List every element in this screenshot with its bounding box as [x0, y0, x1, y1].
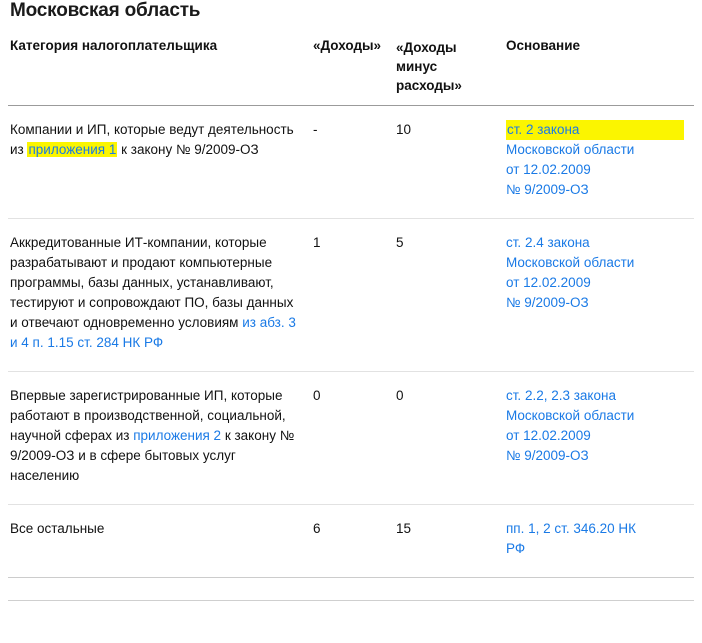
- basis-link-line-1[interactable]: ст. 2 закона: [506, 120, 684, 140]
- column-header-category: Категория налогоплательщика: [8, 28, 313, 106]
- basis-link-line-3[interactable]: от 12.02.2009: [506, 275, 591, 290]
- tax-rates-table: [8, 28, 694, 578]
- basis-link-line-3[interactable]: от 12.02.2009: [506, 428, 591, 443]
- header-line-3: расходы»: [396, 78, 462, 93]
- table-body: [8, 106, 694, 578]
- table-row: [8, 106, 694, 219]
- cell-income-rate: 1: [313, 219, 396, 372]
- cell-income-rate: -: [313, 106, 396, 219]
- basis-link-line-2[interactable]: Московской области: [506, 255, 635, 270]
- table-row: [8, 219, 694, 372]
- basis-link-line-4[interactable]: № 9/2009-ОЗ: [506, 182, 589, 197]
- basis-link-line-1[interactable]: ст. 2.4 закона: [506, 235, 590, 250]
- header-line-1: «Доходы: [396, 40, 457, 55]
- cell-income-minus-expenses-rate: 0: [396, 372, 506, 505]
- category-link[interactable]: приложения 2: [133, 428, 222, 443]
- header-line-2: минус: [396, 59, 438, 74]
- page-title: Московская область: [10, 0, 201, 21]
- table-header-row: [8, 28, 694, 106]
- basis-link-line-4[interactable]: № 9/2009-ОЗ: [506, 295, 589, 310]
- cell-basis: [506, 219, 694, 372]
- cell-category: [8, 219, 313, 372]
- category-link[interactable]: приложения 1: [28, 142, 117, 157]
- basis-link-line-2[interactable]: РФ: [506, 541, 526, 556]
- cell-income-rate: 0: [313, 372, 396, 505]
- column-header-basis: Основание: [506, 28, 694, 106]
- cell-basis: [506, 372, 694, 505]
- category-text-post: к закону № 9/2009-ОЗ и в сфере бытовых услуг населению: [10, 428, 295, 483]
- basis-link-line-1[interactable]: ст. 2.2, 2.3 закона: [506, 388, 616, 403]
- cell-income-minus-expenses-rate: 15: [396, 505, 506, 578]
- cell-income-minus-expenses-rate: 5: [396, 219, 506, 372]
- cell-category: [8, 106, 313, 219]
- cell-income-rate: 6: [313, 505, 396, 578]
- basis-link-line-1[interactable]: пп. 1, 2 ст. 346.20 НК: [506, 521, 636, 536]
- cell-category: [8, 505, 313, 578]
- bottom-divider: [8, 600, 694, 601]
- table-head: [8, 28, 694, 106]
- cell-category: [8, 372, 313, 505]
- column-header-income-minus-expenses: [396, 28, 506, 106]
- category-text-pre: Аккредитованные ИТ-компании, которые разрабатывают и продают компьютерные программы, базы данных, устанавливают, тестируют и сопровождают ПО, базы данных и отвечают одновременно условиям: [10, 235, 294, 330]
- category-text-pre: Компании и ИП, которые ведут деятельность из: [10, 122, 294, 157]
- table-row: [8, 372, 694, 505]
- category-text-pre: Все остальные: [10, 521, 105, 536]
- cell-income-minus-expenses-rate: 10: [396, 106, 506, 219]
- basis-link-line-4[interactable]: № 9/2009-ОЗ: [506, 448, 589, 463]
- table-row: [8, 505, 694, 578]
- column-header-income: «Доходы»: [313, 28, 396, 106]
- category-text-pre: Впервые зарегистрированные ИП, которые работают в производственной, социальной, научной сферах из: [10, 388, 286, 443]
- basis-link-line-2[interactable]: Московской области: [506, 408, 635, 423]
- cell-basis: [506, 106, 694, 219]
- basis-link-line-3[interactable]: от 12.02.2009: [506, 162, 591, 177]
- category-text-post: к закону № 9/2009-ОЗ: [117, 142, 259, 157]
- basis-link-line-2[interactable]: Московской области: [506, 142, 635, 157]
- cell-basis: [506, 505, 694, 578]
- category-link[interactable]: из абз. 3 и 4 п. 1.15 ст. 284 НК РФ: [10, 315, 296, 350]
